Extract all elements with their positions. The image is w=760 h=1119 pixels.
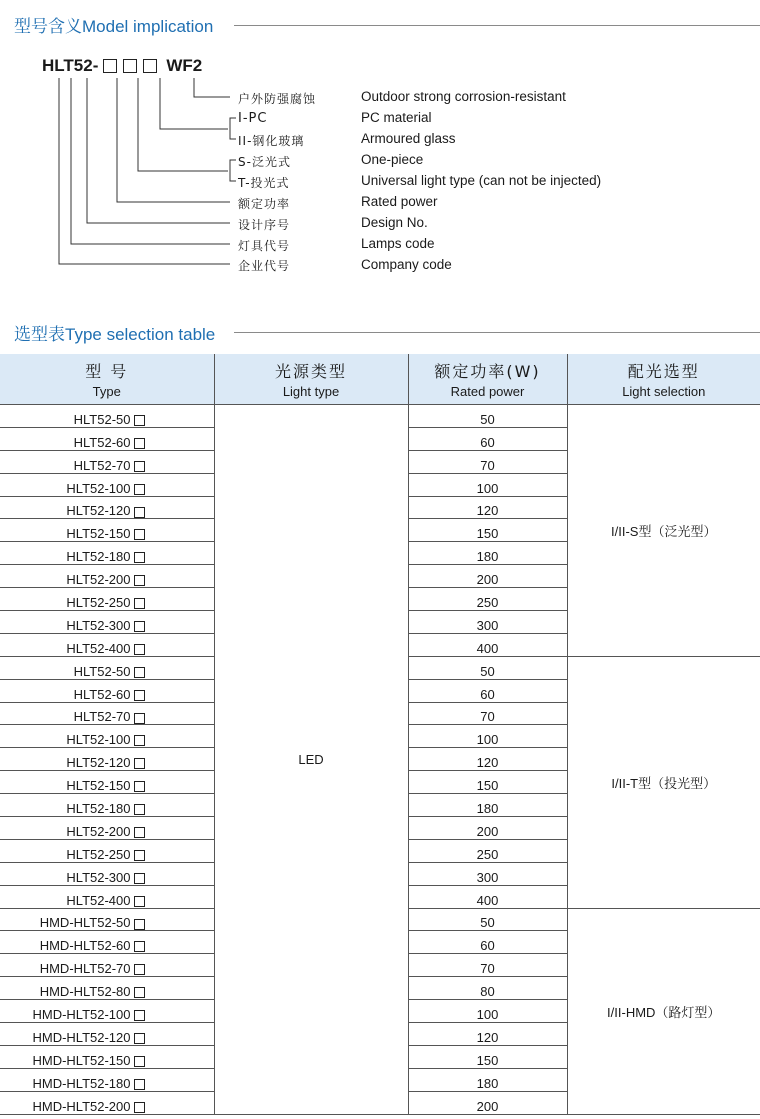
type-value: HMD-HLT52-120 [32, 1029, 131, 1045]
header-selection [567, 354, 760, 405]
power-cell: 200 [408, 817, 567, 840]
power-cell: 250 [408, 839, 567, 862]
type-value: HLT52-250 [66, 595, 131, 611]
type-cell [0, 450, 214, 473]
power-cell: 100 [408, 725, 567, 748]
type-value: HLT52-120 [66, 503, 131, 519]
placeholder-box-icon [134, 552, 145, 563]
type-value: HMD-HLT52-50 [39, 915, 131, 931]
en-label-lamps: Lamps code [361, 236, 435, 251]
type-value: HLT52-50 [73, 663, 131, 679]
placeholder-box-icon [134, 987, 145, 998]
type-cell [0, 496, 214, 519]
placeholder-box-icon [134, 1033, 145, 1044]
leader-line [87, 78, 230, 223]
power-cell: 120 [408, 496, 567, 519]
type-cell [0, 427, 214, 450]
table-body [0, 405, 760, 1115]
header-power [408, 354, 567, 405]
type-cell [0, 542, 214, 565]
leader-line [71, 78, 230, 244]
type-cell [0, 977, 214, 1000]
type-cell [0, 748, 214, 771]
type-value: HLT52-300 [66, 617, 131, 633]
placeholder-box-icon [134, 873, 145, 884]
type-cell [0, 1023, 214, 1046]
cn-label-t: T-投光式 [238, 176, 290, 190]
leader-line [194, 78, 230, 97]
type-cell [0, 1000, 214, 1023]
header-type-cn: 型 号 [85, 362, 129, 381]
placeholder-box-icon [134, 1010, 145, 1021]
power-cell: 100 [408, 473, 567, 496]
placeholder-box-icon [134, 896, 145, 907]
placeholder-box-icon [134, 919, 145, 930]
type-cell [0, 611, 214, 634]
type-value: HLT52-150 [66, 778, 131, 794]
type-value: HLT52-70 [73, 457, 131, 473]
en-label-s: One-piece [361, 152, 424, 167]
type-cell [0, 473, 214, 496]
type-cell [0, 817, 214, 840]
cn-label-lamps: 灯具代号 [238, 239, 291, 253]
en-label-pc: PC material [361, 110, 432, 125]
en-label-company: Company code [361, 257, 452, 272]
power-cell: 70 [408, 450, 567, 473]
header-light-en: Light type [282, 384, 340, 399]
header-type [0, 354, 214, 405]
type-cell [0, 519, 214, 542]
header-selection-en: Light selection [622, 384, 706, 399]
cn-label-design: 设计序号 [238, 218, 291, 232]
light-selection-cell: I/II-HMD（路灯型） [567, 908, 760, 1114]
placeholder-box-icon [134, 644, 145, 655]
placeholder-box-icon [134, 415, 145, 426]
type-cell [0, 679, 214, 702]
type-value: HLT52-60 [73, 434, 131, 450]
model-code-suffix: WF2 [166, 56, 203, 75]
placeholder-box-icon [134, 598, 145, 609]
power-cell: 250 [408, 588, 567, 611]
type-value: HLT52-150 [66, 526, 131, 542]
power-cell: 60 [408, 931, 567, 954]
power-cell: 50 [408, 656, 567, 679]
type-value: HMD-HLT52-60 [39, 938, 131, 954]
type-cell [0, 862, 214, 885]
placeholder-box-icon [134, 438, 145, 449]
table-header-row [0, 354, 760, 405]
type-value: HLT52-400 [66, 640, 131, 656]
power-cell: 70 [408, 954, 567, 977]
placeholder-box-icon [134, 804, 145, 815]
type-cell [0, 885, 214, 908]
type-value: HMD-HLT52-200 [32, 1098, 131, 1114]
header-light-cn: 光源类型 [274, 362, 347, 381]
placeholder-box-icon [134, 575, 145, 586]
placeholder-box-icon [134, 667, 145, 678]
type-value: HMD-HLT52-80 [39, 984, 131, 1000]
selection-table [0, 354, 760, 1115]
cn-label-glass: II-钢化玻璃 [238, 134, 305, 148]
cn-label-power: 额定功率 [238, 197, 291, 211]
type-value: HLT52-200 [66, 572, 131, 588]
en-label-outdoor: Outdoor strong corrosion-resistant [361, 89, 566, 104]
type-cell [0, 702, 214, 725]
en-label-t: Universal light type (can not be injected) [361, 173, 602, 188]
type-cell [0, 839, 214, 862]
placeholder-box-icon [134, 507, 145, 518]
cn-label-s: S-泛光式 [238, 155, 291, 169]
type-cell [0, 656, 214, 679]
power-cell: 180 [408, 794, 567, 817]
selection-section-rule [234, 332, 760, 333]
cn-label-outdoor: 户外防强腐蚀 [238, 92, 317, 106]
type-cell [0, 794, 214, 817]
placeholder-box-icon [134, 1079, 145, 1090]
placeholder-box-icon [134, 964, 145, 975]
power-cell: 200 [408, 565, 567, 588]
type-cell [0, 908, 214, 931]
cn-label-company: 企业代号 [238, 259, 291, 273]
light-type-cell: LED [214, 405, 408, 1115]
type-value: HLT52-180 [66, 549, 131, 565]
placeholder-box-icon [134, 1102, 145, 1113]
type-value: HMD-HLT52-100 [32, 1007, 131, 1023]
type-cell [0, 725, 214, 748]
type-cell [0, 1045, 214, 1068]
type-value: HLT52-100 [66, 732, 131, 748]
placeholder-box-icon [134, 827, 145, 838]
power-cell: 150 [408, 771, 567, 794]
power-cell: 150 [408, 519, 567, 542]
placeholder-box-icon [134, 529, 145, 540]
header-power-en: Rated power [450, 384, 525, 399]
bracket-line [230, 160, 236, 181]
power-cell: 300 [408, 611, 567, 634]
power-cell: 400 [408, 885, 567, 908]
power-cell: 150 [408, 1045, 567, 1068]
light-selection-cell: I/II-S型（泛光型） [567, 405, 760, 657]
light-selection-cell: I/II-T型（投光型） [567, 656, 760, 908]
placeholder-box-icon [134, 850, 145, 861]
type-cell [0, 1091, 214, 1114]
type-value: HLT52-300 [66, 869, 131, 885]
type-value: HLT52-60 [73, 686, 131, 702]
type-value: HMD-HLT52-150 [32, 1052, 131, 1068]
type-cell [0, 633, 214, 656]
type-cell [0, 565, 214, 588]
power-cell: 100 [408, 1000, 567, 1023]
type-value: HLT52-120 [66, 755, 131, 771]
placeholder-box-icon [134, 941, 145, 952]
power-cell: 200 [408, 1091, 567, 1114]
bracket-line [230, 118, 236, 139]
placeholder-box-icon [134, 461, 145, 472]
model-section-title: 型号含义Model implication [14, 17, 214, 36]
placeholder-box-icon [134, 690, 145, 701]
placeholder-box-icon [134, 713, 145, 724]
placeholder-box-icon [134, 781, 145, 792]
type-value: HLT52-250 [66, 846, 131, 862]
power-cell: 120 [408, 748, 567, 771]
cn-label-pc: I-PC [238, 111, 268, 126]
en-label-glass: Armoured glass [361, 131, 456, 146]
type-cell [0, 405, 214, 428]
header-light [214, 354, 408, 405]
leader-line [138, 78, 228, 171]
power-cell: 60 [408, 427, 567, 450]
type-value: HLT52-100 [66, 480, 131, 496]
power-cell: 60 [408, 679, 567, 702]
power-cell: 80 [408, 977, 567, 1000]
power-cell: 70 [408, 702, 567, 725]
power-cell: 300 [408, 862, 567, 885]
table-row [0, 405, 760, 428]
type-value: HLT52-70 [73, 709, 131, 725]
model-code-prefix: HLT52- [42, 56, 99, 75]
type-cell [0, 588, 214, 611]
power-cell: 180 [408, 1068, 567, 1091]
type-cell [0, 931, 214, 954]
type-value: HLT52-400 [66, 892, 131, 908]
power-cell: 180 [408, 542, 567, 565]
type-value: HMD-HLT52-180 [32, 1075, 131, 1091]
type-value: HLT52-50 [73, 411, 131, 427]
power-cell: 50 [408, 405, 567, 428]
placeholder-box-icon [134, 484, 145, 495]
placeholder-box-icon [134, 758, 145, 769]
power-cell: 120 [408, 1023, 567, 1046]
header-power-cn: 额定功率(W) [434, 362, 541, 381]
placeholder-box-icon [134, 735, 145, 746]
type-cell [0, 1068, 214, 1091]
power-cell: 50 [408, 908, 567, 931]
placeholder-box-icon [134, 621, 145, 632]
en-label-power: Rated power [361, 194, 438, 209]
power-cell: 400 [408, 633, 567, 656]
type-value: HLT52-200 [66, 823, 131, 839]
en-label-design: Design No. [361, 215, 428, 230]
header-selection-cn: 配光选型 [627, 362, 700, 381]
type-cell [0, 954, 214, 977]
placeholder-box-icon [134, 1056, 145, 1067]
type-value: HLT52-180 [66, 801, 131, 817]
selection-section-title: 选型表Type selection table [14, 325, 216, 344]
header-type-en: Type [92, 384, 121, 399]
type-cell [0, 771, 214, 794]
type-value: HMD-HLT52-70 [39, 961, 131, 977]
